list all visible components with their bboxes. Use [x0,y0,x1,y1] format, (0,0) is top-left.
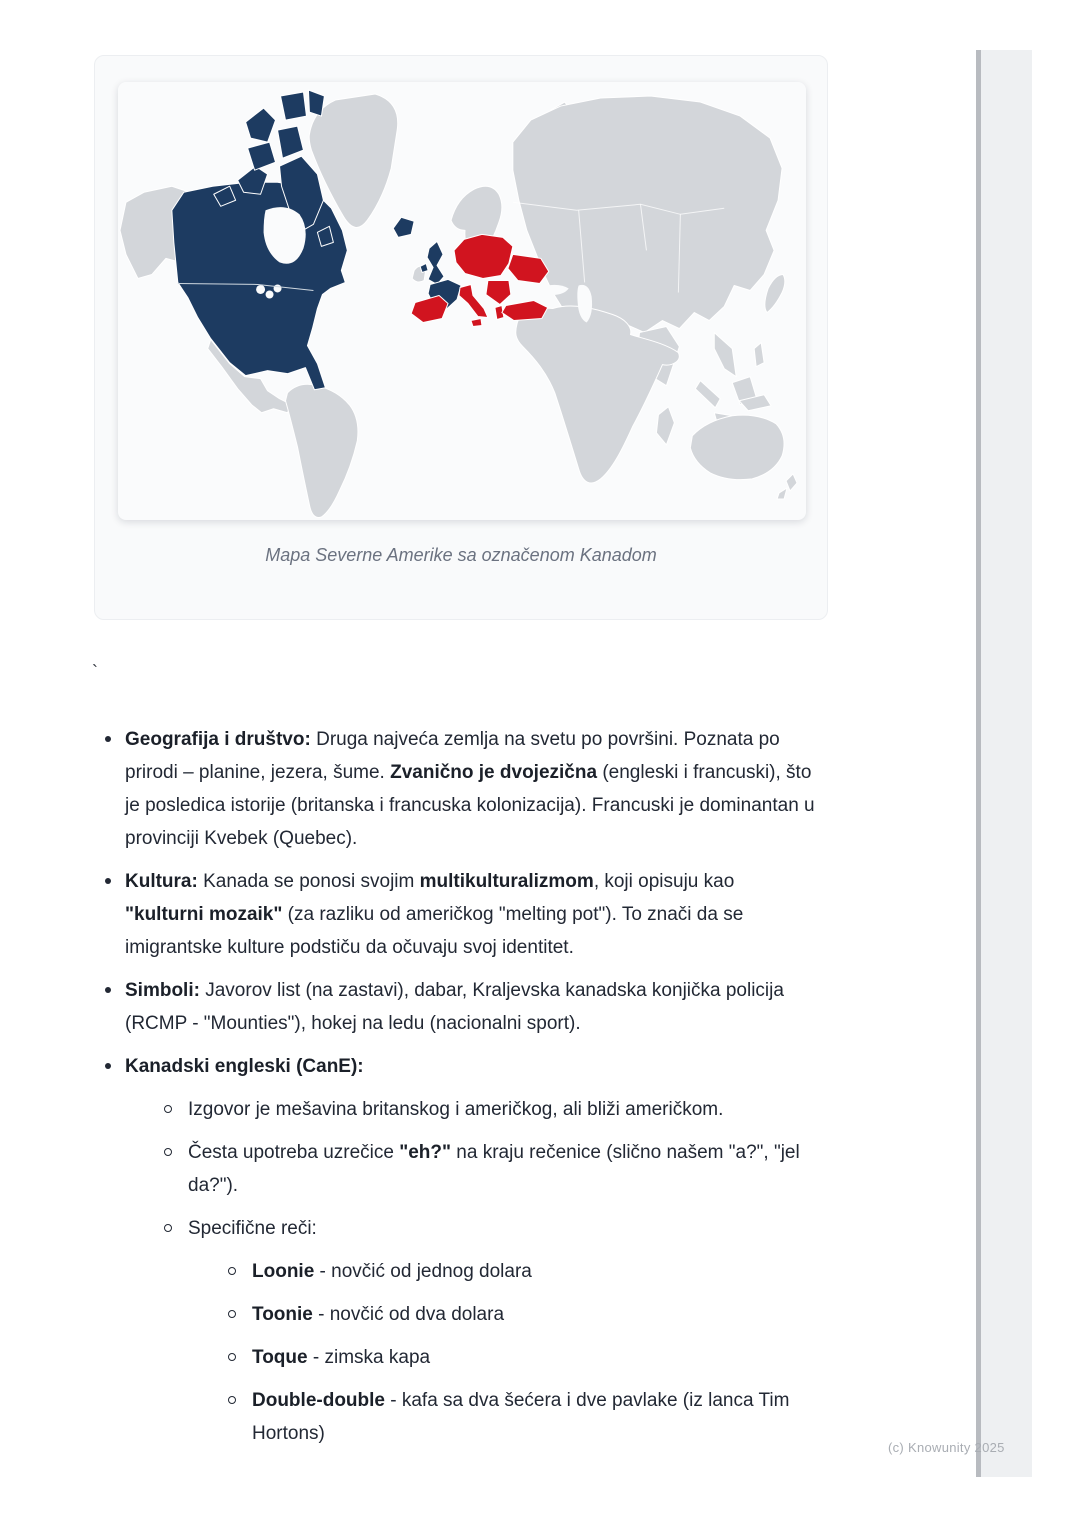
region-japan [765,274,785,312]
region-canada-arctic-island [278,126,304,158]
note-kultura [95,865,815,964]
region-australia [690,415,784,480]
bullet-list-level3 [222,1255,815,1450]
bullet-list-level2 [158,1093,815,1450]
scrollbar-thumb[interactable] [976,50,981,1477]
note-simboli [95,974,815,1040]
region-united-kingdom [427,241,444,284]
note-text: Loonie - novčić od jednog dolara [252,1261,532,1282]
note-text: Simboli: Javorov list (na zastavi), dabar, Kraljevska kanadska konjička policija (RCMP - "Mounties"), hokej na ledu (nacionalni sport). [125,980,784,1034]
world-map-image [118,82,806,520]
region-canada-arctic-island [248,142,276,170]
region-canada-arctic-island [308,90,324,116]
note-izgovor [158,1093,815,1126]
region-canada-arctic-island [246,108,276,142]
region-iceland [393,217,414,237]
note-loonie [222,1255,815,1288]
region-south-america [286,384,358,517]
note-text: Geografija i društvo: Druga najveća zemlja na svetu po površini. Poznata po prirodi – planine, jezera, šume. Zvanično je dvojezična (engleski i francuski), što je posledica istorije (britanska i francuska kolonizacija). Francuski je dominantan u provinciji Kvebek (Quebec). [125,729,815,849]
note-geografija [95,723,815,855]
world-map-svg [118,82,806,520]
note-double-double [222,1384,815,1450]
region-turkey [502,300,548,320]
note-toque [222,1341,815,1374]
region-sumatra [695,381,720,408]
note-text: Izgovor je mešavina britanskog i američkog, ali bliži američkom. [188,1099,724,1120]
region-philippines [754,343,764,367]
note-toonie [222,1298,815,1331]
region-madagascar [656,407,674,445]
note-text: Specifične reči: [188,1218,317,1239]
note-kanadski-engleski [95,1050,815,1450]
watermark-text: (c) Knowunity 2025 [888,1440,1005,1455]
region-new-zealand [777,474,797,499]
region-iberia [411,295,448,322]
great-lake [266,290,274,298]
note-specificne-reci [158,1212,815,1450]
great-lake [256,285,265,294]
note-text: Toonie - novčić od dva dolara [252,1304,505,1325]
scrollbar-track[interactable] [981,50,1032,1477]
note-text: Kultura: Kanada se ponosi svojim multikulturalizmom, koji opisuju kao "kulturni mozaik" (za razliku od američkog "melting pot"). To znači da se imigrantske kulture podstiču da očuvaju svoj identitet. [125,871,744,958]
stray-backtick-text: ` [92,662,98,682]
note-text: Kanadski engleski (CanE): [125,1056,364,1077]
bullet-list-level1 [95,723,815,1450]
region-balkans [486,280,511,304]
region-northern-ireland [420,263,428,272]
region-italy [459,284,488,317]
great-lake [274,284,282,292]
region-central-europe [454,234,513,278]
notes-list [95,723,815,1450]
map-card [94,55,828,620]
note-text: Double-double - kafa sa dva šećera i dve pavlake (iz lanca Tim Hortons) [252,1390,790,1444]
region-asia [513,96,782,333]
region-indochina [714,333,736,377]
note-text: Česta upotreba uzrečice "eh?" na kraju rečenice (slično našem "a?", "jel da?"). [188,1142,800,1196]
region-sicily [471,319,482,327]
note-uzrecica [158,1136,815,1202]
region-canada-arctic-island [281,92,307,120]
figure-caption: Mapa Severne Amerike sa označenom Kanadom [265,545,657,565]
note-text: Toque - zimska kapa [252,1347,431,1368]
